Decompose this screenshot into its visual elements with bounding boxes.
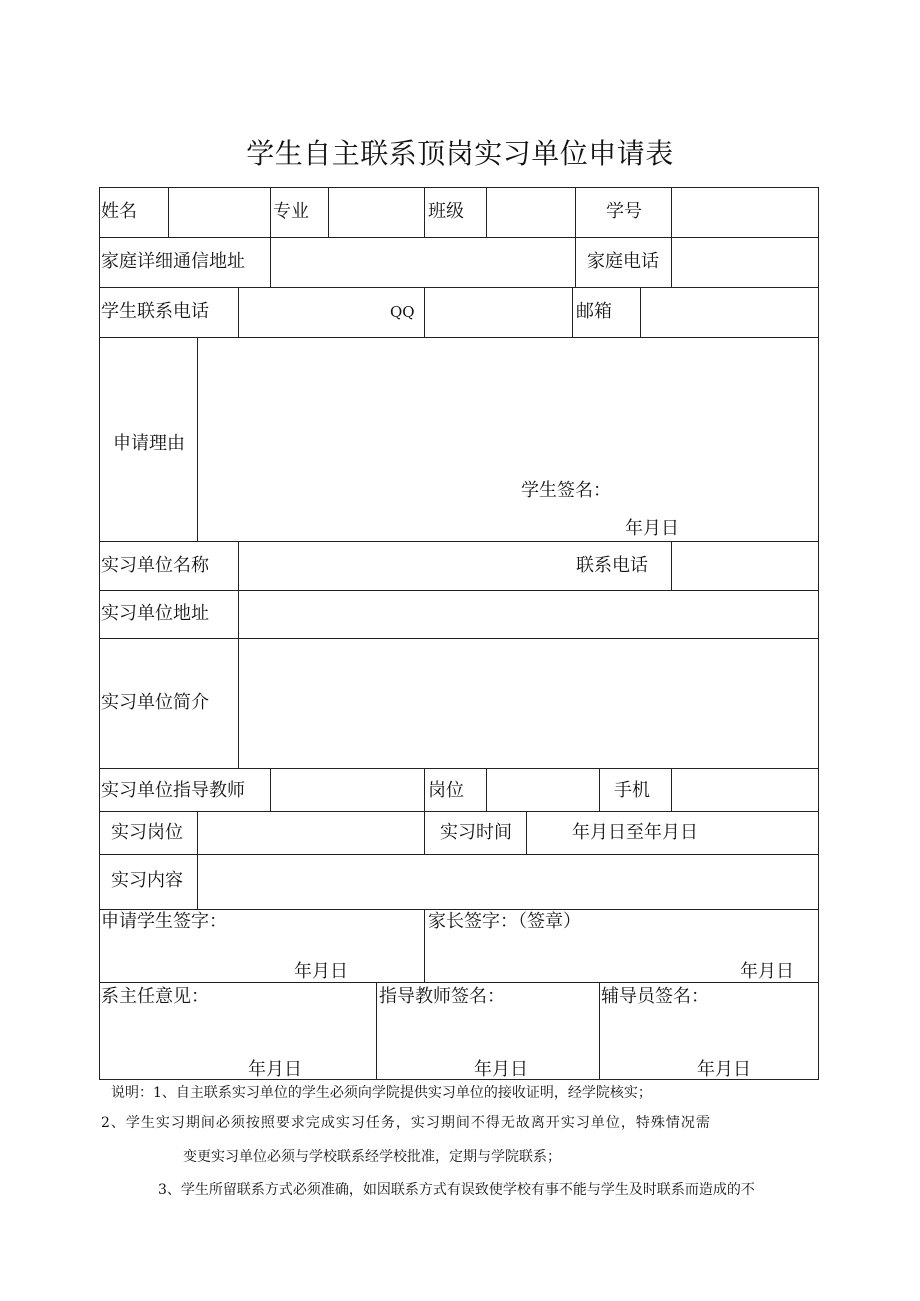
teacher-signature-label: 指导教师签名： [379,986,505,1007]
applicant-signature-date: 年月日 [294,961,348,982]
supervisor-field[interactable] [271,769,423,810]
counselor-signature-date: 年月日 [697,1059,751,1080]
post-field[interactable] [487,769,598,810]
unit-phone-field[interactable] [672,542,818,589]
note-line-3: 变更实习单位必须与学校联系经学校批准，定期与学院联系； [183,1149,561,1165]
internship-post-label: 实习岗位 [111,822,183,843]
row-divider [99,909,819,910]
class-label: 班级 [428,201,464,222]
parent-signature-date: 年月日 [740,961,794,982]
unit-address-label: 实习单位地址 [101,603,209,624]
student-id-field[interactable] [672,188,818,236]
row-divider [99,982,819,983]
note-line-4: 3、学生所留联系方式必须准确，如因联系方式有误致使学校有事不能与学生及时联系而造成的不 [158,1182,755,1198]
email-label: 邮箱 [576,301,612,322]
column-divider [270,187,271,237]
post-label: 岗位 [428,780,464,801]
qq-label: QQ [390,303,415,321]
column-divider [424,909,425,982]
name-field[interactable] [169,188,269,236]
unit-intro-field[interactable] [239,639,818,767]
column-divider [575,187,576,237]
internship-content-field[interactable] [198,855,818,908]
reason-label: 申请理由 [113,433,185,454]
internship-time-value[interactable]: 年月日至年月日 [572,822,698,843]
student-id-label: 学号 [606,201,642,222]
unit-intro-label: 实习单位简介 [101,692,209,713]
mobile-field[interactable] [672,769,818,810]
column-divider [424,768,425,811]
internship-content-label: 实习内容 [111,870,183,891]
teacher-signature-date: 年月日 [474,1059,528,1080]
unit-name-label: 实习单位名称 [101,555,209,576]
home-phone-field[interactable] [672,238,818,286]
internship-post-field[interactable] [198,812,423,853]
supervisor-label: 实习单位指导教师 [101,780,245,801]
column-divider [424,187,425,237]
mobile-label: 手机 [614,780,650,801]
reason-date: 年月日 [625,518,679,539]
column-divider [599,982,600,1080]
home-address-label: 家庭详细通信地址 [101,251,245,272]
home-phone-label: 家庭电话 [587,251,659,272]
reason-field[interactable] [198,338,818,478]
parent-signature-label: 家长签字：（签章） [428,911,581,932]
unit-name-field[interactable] [239,542,569,589]
dept-head-opinion-label: 系主任意见： [101,986,209,1007]
counselor-signature-label: 辅导员签名： [601,986,709,1007]
major-field[interactable] [329,188,423,236]
student-phone-field[interactable] [239,288,384,336]
email-field[interactable] [641,288,818,336]
unit-address-field[interactable] [239,591,818,637]
student-phone-label: 学生联系电话 [101,301,209,322]
name-label: 姓名 [101,201,137,222]
class-field[interactable] [487,188,574,236]
column-divider [599,768,600,811]
column-divider [376,982,377,1080]
note-line-1: 说明：1、自主联系实习单位的学生必须向学院提供实习单位的接收证明，经学院核实； [111,1085,652,1101]
student-signature-label: 学生签名： [521,480,611,501]
home-address-field[interactable] [271,238,574,286]
column-divider [424,811,425,854]
column-divider [572,287,573,337]
note-line-2: 2、学生实习期间必须按照要求完成实习任务，实习期间不得无故离开实习单位，特殊情况需 [101,1115,711,1131]
unit-phone-label: 联系电话 [576,555,648,576]
column-divider [575,237,576,287]
applicant-signature-label: 申请学生签字： [101,911,227,932]
qq-field[interactable] [425,288,571,336]
page-title: 学生自主联系顶岗实习单位申请表 [246,137,674,170]
internship-time-label: 实习时间 [440,822,512,843]
column-divider [526,811,527,854]
major-label: 专业 [273,201,309,222]
dept-head-date: 年月日 [248,1059,302,1080]
